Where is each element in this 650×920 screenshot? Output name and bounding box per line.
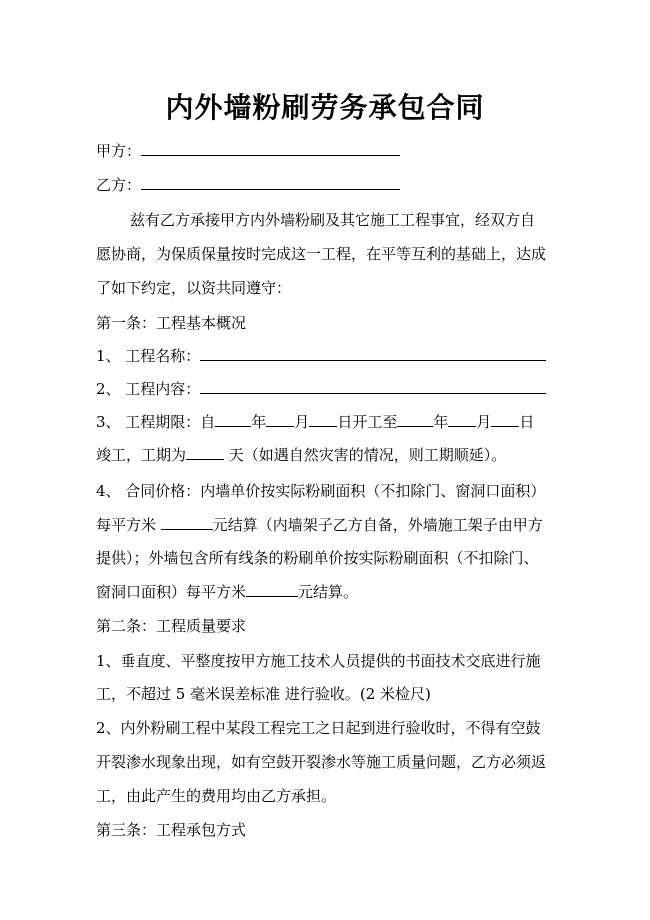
party-b-blank	[141, 174, 400, 190]
page-title: 内外墙粉刷劳务承包合同	[165, 91, 485, 124]
party-b-label: 乙方：	[96, 176, 142, 194]
end-month-blank	[448, 411, 476, 427]
article-3-heading: 第三条：工程承包方式	[96, 821, 247, 839]
quality-2-line-2: 开裂渗水现象出现，如有空鼓开裂渗水等施工质量问题，乙方必须返	[96, 753, 547, 771]
price-line-4	[96, 581, 358, 602]
article-2-heading: 第二条：工程质量要求	[96, 617, 247, 635]
quality-2-line-1: 2、内外粉刷工程中某段工程完工之日起到进行验收时，不得有空鼓	[96, 719, 541, 737]
intro-line-3: 了如下约定，以资共同遵守：	[96, 279, 292, 297]
project-period-label: 3、 工程期限：自	[96, 413, 216, 431]
end-month-unit: 月	[476, 413, 492, 431]
end-day-blank	[491, 411, 519, 427]
quality-1-line-1: 1、垂直度、平整度按甲方施工技术人员提供的书面技术交底进行施	[96, 652, 541, 670]
price-interior-label: 每平方米	[96, 516, 157, 534]
article-1-heading: 第一条：工程基本概况	[96, 314, 247, 332]
duration-note: 天（如遇自然灾害的情况，则工期顺延）。	[228, 446, 507, 464]
project-content-label: 2、 工程内容：	[96, 380, 201, 398]
intro-line-1: 兹有乙方承接甲方内外墙粉刷及其它施工工程事宜，经双方自	[130, 211, 536, 229]
start-month-unit: 月	[294, 413, 310, 431]
end-day-unit: 日	[519, 413, 535, 431]
price-line-1: 4、 合同价格：内墙单价按实际粉刷面积（不扣除门、窗洞口面积）	[96, 482, 546, 500]
party-a-line	[96, 140, 400, 161]
price-exterior-blank	[246, 581, 298, 597]
end-year-blank	[397, 411, 433, 427]
duration-blank	[186, 444, 224, 460]
duration-label: 竣工，工期为	[96, 446, 187, 464]
intro-line-2: 愿协商，为保质保量按时完成这一工程，在平等互利的基础上，达成	[96, 245, 547, 263]
party-b-line	[96, 174, 400, 195]
project-name-line	[96, 345, 546, 366]
project-period-line	[96, 411, 534, 432]
price-line-3: 提供）；外墙包含所有线条的粉刷单价按实际粉刷面积（不扣除门、	[96, 549, 539, 567]
price-interior-note: 元结算（内墙架子乙方自备，外墙施工架子由甲方	[212, 516, 543, 534]
quality-2-line-3: 工，由此产生的费用均由乙方承担。	[96, 787, 337, 805]
start-year-unit: 年	[251, 413, 267, 431]
price-exterior-label: 窗洞口面积）每平方米	[96, 583, 247, 601]
project-content-blank	[200, 378, 546, 394]
project-content-line	[96, 378, 546, 399]
end-year-unit: 年	[433, 413, 449, 431]
price-interior-blank	[161, 514, 213, 530]
start-day-blank	[309, 411, 337, 427]
duration-line	[96, 444, 506, 465]
start-month-blank	[266, 411, 294, 427]
party-a-blank	[141, 140, 400, 156]
price-line-2	[96, 514, 543, 535]
party-a-label: 甲方：	[96, 142, 142, 160]
start-year-blank	[215, 411, 251, 427]
start-day-unit: 日开工至	[337, 413, 398, 431]
project-name-label: 1、 工程名称：	[96, 347, 201, 365]
project-name-blank	[200, 345, 546, 361]
quality-1-line-2: 工，不超过 5 毫米误差标准 进行验收。(2 米检尺)	[96, 685, 431, 703]
price-exterior-note: 元结算。	[298, 583, 359, 601]
